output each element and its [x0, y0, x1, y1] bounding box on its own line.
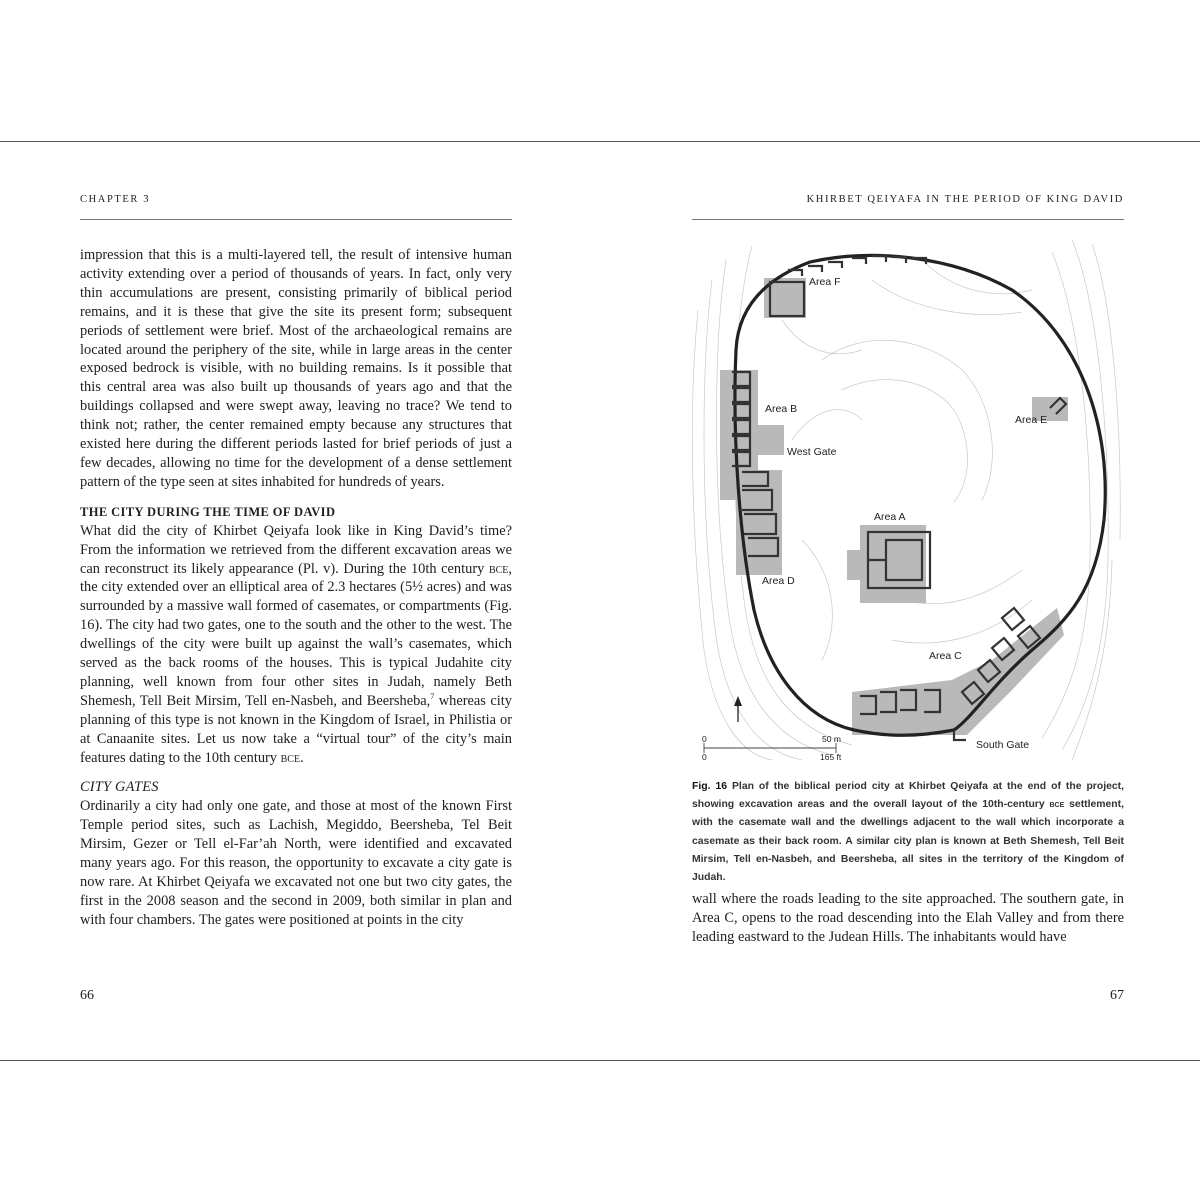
label-area-d: Area D — [762, 575, 795, 587]
label-area-f: Area F — [809, 276, 841, 288]
figure-caption: Fig. 16 Plan of the biblical period city at Khirbet Qeiyafa at the end of the project, showing excavation areas and the overall layout of the 10th-century bce settlement, with the casemate wall and the dwellings adjacent to the wall which incorporate a casemate as their back room. A similar city plan is known at Beth Shemesh, Tell Beit Mirsim, Tell en-Nasbeh, and Beersheba, all sites in the territory of the Kingdom of Judah. — [692, 781, 1124, 884]
scale-bar — [702, 734, 842, 760]
area-a-shading-west — [847, 550, 867, 580]
paragraph: Ordinarily a city had only one gate, and those at most of the known First Temple period sites, such as Lachish, Megiddo, Beersheba, Tel Beit Mirsim, Gezer or Tell el-Far’ah North, were identified and excavated many years ago. For this reason, the opportunity to excavate a city gate is now rare. At Khirbet Qeiyafa we excavated not one but two city gates, the first in the 2008 season and the second in 2009, both similar in plan and with four chambers. The gates were positioned at points in the city — [80, 798, 512, 928]
label-area-b: Area B — [765, 403, 798, 415]
right-page-number: 67 — [1110, 988, 1124, 1003]
left-running-head: CHAPTER 3 — [80, 194, 151, 205]
site-plan-figure — [692, 240, 1124, 760]
left-body-text — [80, 246, 512, 930]
paragraph: wall where the roads leading to the site approached. The southern gate, in Area C, opens to the road descending into the Elah Valley and from there leading eastward to the Judean Hills. The inhabitants would have — [692, 891, 1124, 945]
area-a-shading — [860, 525, 926, 603]
area-b-casemates — [732, 372, 750, 466]
scale-50m: 50 m — [822, 734, 841, 744]
left-header-rule — [80, 219, 512, 220]
paragraph: What did the city of Khirbet Qeiyafa look like in King David’s time? From the information we retrieved from the different excavation areas we can reconstruct its likely appearance (Pl. v). During the 10th century bce, the city extended over an elliptical area of 2.3 hectares (5½ acres) and was surrounded by a massive wall formed of casemates, or compartments (Fig. 16). The city had two gates, one to the south and the other to the west. The dwellings of the city were built up against the wall’s casemates, which served as the back rooms of the houses. This is typical Judahite city planning, well known from four other sites in Judah, namely Beth Shemesh, Tell Beit Mirsim, Tell en-Nasbeh, and Beersheba,$^7$ whereas city planning of this type is not known in the Kingdom of Israel, in Philistia or at Canaanite sites. Let us now take a “virtual tour” of the city’s main features dating to the 10th century bce. — [80, 522, 512, 766]
label-area-c: Area C — [929, 650, 962, 662]
label-west-gate: West Gate — [787, 446, 837, 458]
north-arrow-icon — [734, 696, 742, 722]
caption-label: Fig. 16 — [692, 781, 728, 792]
west-gate-shading — [752, 425, 784, 455]
footnote-reference: 7 — [430, 692, 435, 702]
right-running-head: KHIRBET QEIYAFA IN THE PERIOD OF KING DAVID — [806, 194, 1124, 205]
section-heading: THE CITY DURING THE TIME OF DAVID — [80, 504, 336, 519]
scale-zero-bottom: 0 — [702, 752, 707, 760]
label-area-e: Area E — [1015, 414, 1048, 426]
label-south-gate: South Gate — [976, 739, 1030, 751]
right-header-rule — [692, 219, 1124, 220]
scale-zero-top: 0 — [702, 734, 707, 744]
right-body-text — [692, 890, 1124, 947]
subsection-heading: CITY GATES — [80, 779, 159, 796]
label-area-a: Area A — [874, 511, 906, 523]
paragraph: impression that this is a multi-layered tell, the result of intensive human activity extending over a period of thousands of years. In fact, only very thin accumulations are present, consisting primarily of biblical period remains, and it is these that give the site its present form; subsequent periods of settlement were brief. Most of the archaeological remains are located around the periphery of the site, while in large areas in the center exposed bedrock is visible, with no building remains. Is it possible that this central area was also built up thousands of years ago and that the buildings collapsed and were swept away, leaving no trace? We tend to think not; rather, the center remained empty because any structures that existed here during the different periods lasted for brief periods of just a few decades, allowing no time for the development of a dense settlement pattern of the type seen at sites inhabited for hundreds of years. — [80, 247, 512, 490]
north-casemates — [788, 256, 926, 276]
city-wall — [735, 255, 1105, 735]
scale-165ft: 165 ft — [820, 752, 842, 760]
left-page-number: 66 — [80, 988, 94, 1003]
